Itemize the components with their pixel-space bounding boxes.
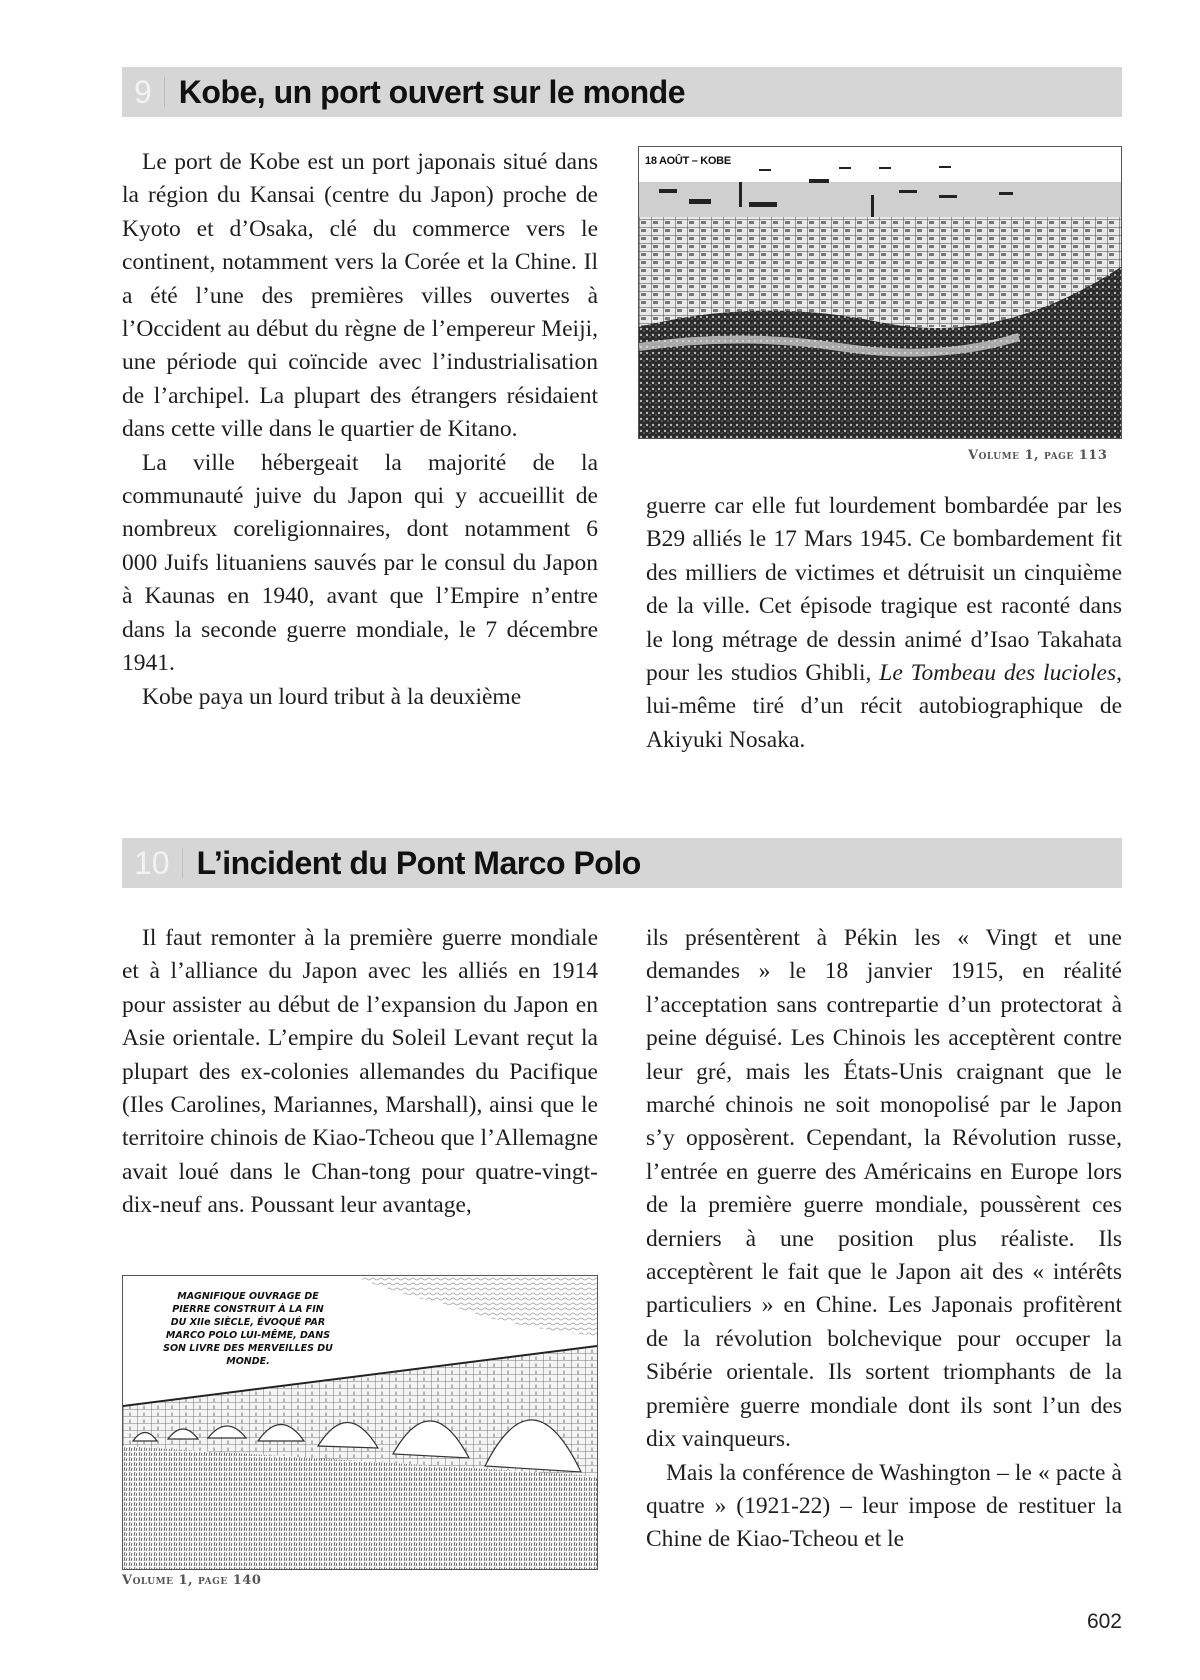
paragraph-text: , lui-même tiré d’un récit autobiographique de Akiyuki Nosaka. [646,660,1123,753]
section-title: Kobe, un port ouvert sur le monde [178,73,685,110]
paragraph: ils présentèrent à Pékin les « Vingt et une demandes » le 18 janvier 1915, en réalité l’acceptation sans contrepartie d’un protectorat à peine déguisé. Les Chinois les acceptèrent contre leur gré, mais les États-Unis craignant que le marché chinois ne soit monopolisé par le Japon s’y opposèrent. Cependant, la Révolution russe, l’entrée en guerre des Américains en Europe lors de la première guerre mondiale, poussèrent ces derniers à une position plus réaliste. Ils acceptèrent le fait que le Japon ait des « intérêts particuliers » en Chine. Les Japonais profitèrent de la révolution bolchevique pour occuper la Sibérie orientale. Ils sortent triomphants de la première guerre mondiale dont ils sont l’un des dix vainqueurs. [646,925,1122,1453]
section-number: 9 [134,73,152,110]
paragraph-text: guerre car elle fut lourdement bombardée par les B29 alliés le 17 Mars 1945. Ce bombardement fit des milliers de victimes et détruisit un cinquième de la ville. Cet épisode tragique est raconté dans le long métrage de dessin animé d’Isao Takahata pour les studios Ghibli, [646,493,1122,687]
kobe-illustration [638,146,1122,439]
paragraph: Le port de Kobe est un port japonais situé dans la région du Kansai (centre du Japon) proche de Kyoto et d’Osaka, clé du commerce vers le continent, notamment vers la Corée et la Chine. Il a été l’une des premières villes ouvertes à l’Occident au début du règne de l’empereur Meiji, une période qui coïncide avec l’industrialisation de l’archipel. La plupart des étrangers résidaient dans cette ville dans le quartier de Kitano. [122,149,598,443]
section-9-right-column [646,490,1122,757]
paragraph: Il faut remonter à la première guerre mondiale et à l’alliance du Japon avec les alliés en 1914 pour assister au début de l’expansion du Japon en Asie orientale. L’empire du Soleil Levant reçut la plupart des ex-colonies allemandes du Pacifique (Iles Carolines, Mariannes, Marshall), ainsi que le territoire chinois de Kiao-Tcheou que l’Allemagne avait loué dans le Chan-tong pour quatre-vingt-dix-neuf ans. Poussant leur avantage, [122,925,598,1219]
paragraph: Mais la conférence de Washington – le « pacte à quatre » (1921-22) – leur impose de restituer la Chine de Kiao-Tcheou et le [646,1459,1122,1553]
header-divider [164,77,165,107]
section-number: 10 [134,844,170,881]
paragraph: La ville hébergeait la majorité de la communauté juive du Japon qui y accueillit de nombreux coreligionnaires, dont notamment 6 000 Juifs lituaniens sauvés par le consul du Japon à Kaunas en 1940, avant que l’Empire n’entre dans la seconde guerre mondiale, le 7 décembre 1941. [122,449,598,677]
kobe-cityscape-drawing [639,147,1121,438]
section-9-left-column [122,146,598,714]
figure-caption: Volume 1, page 113 [968,448,1108,463]
figure-caption: Volume 1, page 140 [122,1573,262,1588]
section-10-left-column [122,922,598,1223]
header-divider [182,848,183,878]
panel-label: 18 AOÛT – KOBE [645,155,731,167]
section-title: L’incident du Pont Marco Polo [196,844,641,881]
section-9-header [122,67,1122,117]
film-title: Le Tombeau des lucioles [879,660,1117,687]
section-10-header [122,838,1122,888]
paragraph: Kobe paya un lourd tribut à la deuxième [142,683,522,710]
page-number: 602 [1086,1610,1122,1633]
speech-caption: MAGNIFIQUE OUVRAGE DE PIERRE CONSTRUIT À LA FIN DU XIIe SIÈCLE, ÉVOQUÉ PAR MARCO POLO LUI-MÊME, DANS SON LIVRE DES MERVEILLES DU MONDE. [163,1291,333,1367]
section-10-right-column [646,922,1122,1557]
paragraph [646,490,1122,757]
marco-polo-bridge-illustration [122,1275,598,1570]
